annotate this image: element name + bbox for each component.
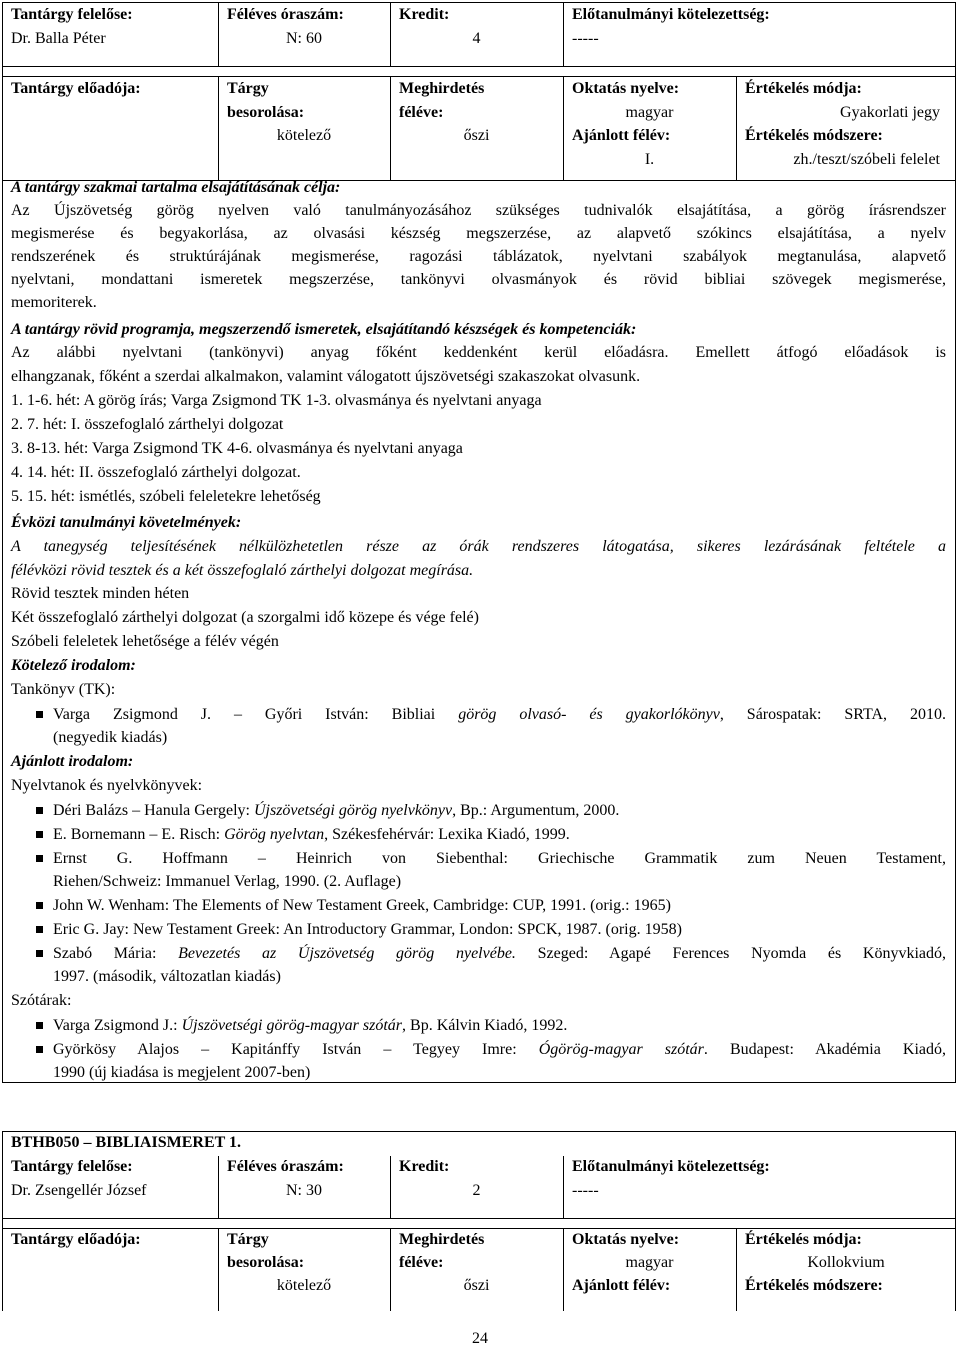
requirements-line: Rövid tesztek minden héten	[11, 585, 190, 602]
credit-label: Kredit:	[399, 1158, 450, 1175]
aim-line: Az Újszövetség görög nyelven való tanulmányozásához szükséges tudnivalók elsajátítása, a görög írásrendszer	[11, 202, 946, 219]
author: Györkösy Alajos – Kapitánffy István – Tegyey Imre:	[53, 1041, 539, 1058]
class-label-1: Tárgy	[227, 1231, 269, 1248]
program-line: 1. 1-6. hét: A görög írás; Varga Zsigmond TK 1-3. olvasmánya és nyelvtani anyaga	[11, 392, 542, 409]
literature-text: 1997. (második, változatlan kiadás)	[53, 968, 281, 985]
hours-value: N: 60	[286, 30, 322, 47]
literature-text: Riehen/Schweiz: Immanuel Verlag, 1990. (2. Auflage)	[53, 873, 402, 890]
class-label-1: Tárgy	[227, 80, 269, 97]
evalmethod-label: Értékelés módszere:	[745, 127, 883, 144]
publisher: , Bp.: Argumentum, 2000.	[452, 802, 620, 819]
eval-label: Értékelés módja:	[745, 1231, 862, 1248]
program-line: 5. 15. hét: ismétlés, szóbeli feleletekre lehetőség	[11, 488, 321, 505]
recsem-label: Ajánlott félév:	[572, 1277, 671, 1294]
book-title: Bevezetés az Újszövetség görög nyelvébe.	[178, 945, 516, 962]
requirements-line: Két összefoglaló zárthelyi dolgozat (a szorgalmi idő közepe és vége felé)	[11, 609, 479, 626]
literature-text	[53, 918, 946, 941]
responsible-value: Dr. Balla Péter	[11, 30, 106, 47]
literature-text	[53, 847, 946, 870]
requirements-line: félévközi rövid tesztek és a két összefoglaló zárthelyi dolgozat megírása.	[11, 562, 474, 579]
program-line: elhangzanak, főként a szerdai alkalmakon, valamint válogatott újszövetségi szakaszokat olvasunk.	[11, 368, 641, 385]
bullet-icon	[36, 926, 43, 933]
divider	[2, 76, 956, 77]
bullet-icon	[36, 1022, 43, 1029]
aim-line: rendszerének és struktúrájának megismerése, ragozási táblázatok, nyelvtani szabályok megtanulása, alapvető	[11, 248, 946, 265]
hours-value: N: 30	[286, 1182, 322, 1199]
requirements-line: A tanegység teljesítésének nélkülözhetetlen része az órák rendszeres látogatása, sikeres lezárásának feltétele a	[11, 538, 946, 555]
program-line: Az alábbi nyelvtani (tankönyvi) anyag főként keddenként kerül előadásra. Emellett átfogó előadások is	[11, 344, 946, 361]
semester-label-1: Meghirdetés	[399, 1231, 485, 1248]
bullet-icon	[36, 1046, 43, 1053]
program-line: 2. 7. hét: I. összefoglaló zárthelyi dolgozat	[11, 416, 284, 433]
semester-label-2: féléve:	[399, 1254, 444, 1271]
literature-text	[53, 942, 946, 965]
literature-text	[53, 894, 946, 917]
book-title: Újszövetségi görög-magyar szótár	[181, 1017, 403, 1034]
literature-text: (negyedik kiadás)	[53, 729, 168, 746]
aim-line: nyelvtani, mondattani ismeretek megszerzése, tankönyvi olvasmányok és rövid bibliai szövegek megismerése,	[11, 271, 946, 288]
credit-value: 2	[472, 1182, 481, 1199]
divider	[736, 76, 737, 180]
class-value: kötelező	[276, 1277, 332, 1294]
class-value: kötelező	[276, 127, 332, 144]
grammar-label: Nyelvtanok és nyelvkönyvek:	[11, 777, 203, 794]
lang-label: Oktatás nyelve:	[572, 80, 680, 97]
publisher: Szeged: Agapé Ferences Nyomda és Könyvkiadó,	[515, 945, 947, 962]
publisher: . Budapest: Akadémia Kiadó,	[703, 1041, 946, 1058]
evalmethod-value: zh./teszt/szóbeli felelet	[793, 151, 940, 168]
responsible-label: Tantárgy felelőse:	[11, 6, 133, 23]
textbook-label: Tankönyv (TK):	[11, 681, 116, 698]
bullet-icon	[36, 807, 43, 814]
publisher: , Sárospatak: SRTA, 2010.	[719, 706, 946, 723]
hours-label: Féléves óraszám:	[227, 6, 344, 23]
aim-line: memoriterek.	[11, 294, 97, 311]
prereq-value: -----	[572, 30, 599, 47]
hours-label: Féléves óraszám:	[227, 1158, 344, 1175]
author: E. Bornemann – E. Risch:	[53, 826, 225, 843]
author: Eric G. Jay: New Testament Greek: An Introductory Grammar, London: SPCK, 1987. (orig. 1958)	[53, 921, 682, 938]
bullet-icon	[36, 950, 43, 957]
dictionaries-label: Szótárak:	[11, 992, 72, 1009]
divider	[2, 1228, 956, 1229]
prereq-label: Előtanulmányi kötelezettség:	[572, 6, 770, 23]
divider	[563, 1156, 564, 1218]
divider	[2, 1218, 956, 1219]
recsem-label: Ajánlott félév:	[572, 127, 671, 144]
class-label-2: besorolása:	[227, 104, 305, 121]
responsible-label: Tantárgy felelőse:	[11, 1158, 133, 1175]
eval-value: Gyakorlati jegy	[840, 104, 940, 121]
program-line: 3. 8-13. hét: Varga Zsigmond TK 4-6. olvasmánya és nyelvtani anyaga	[11, 440, 463, 457]
author: Déri Balázs – Hanula Gergely:	[53, 802, 254, 819]
prereq-value: -----	[572, 1182, 599, 1199]
lecturer-label: Tantárgy előadója:	[11, 80, 141, 97]
class-label-2: besorolása:	[227, 1254, 305, 1271]
recsem-value: I.	[644, 151, 655, 168]
divider	[390, 1228, 391, 1311]
literature-text	[53, 1014, 946, 1037]
semester-value: őszi	[463, 1277, 490, 1294]
literature-text: 1990 (új kiadása is megjelent 2007-ben)	[53, 1064, 311, 1081]
credit-value: 4	[472, 30, 481, 47]
page-number: 24	[472, 1330, 488, 1347]
credit-label: Kredit:	[399, 6, 450, 23]
responsible-value: Dr. Zsengellér József	[11, 1182, 147, 1199]
publisher: , Bp. Kálvin Kiadó, 1992.	[402, 1017, 568, 1034]
bullet-icon	[36, 831, 43, 838]
author: Szabó Mária:	[53, 945, 179, 962]
semester-label-1: Meghirdetés	[399, 80, 485, 97]
eval-value: Kollokvium	[807, 1254, 885, 1271]
divider	[563, 2, 564, 66]
bullet-icon	[36, 855, 43, 862]
mandatory-heading: Kötelező irodalom:	[11, 657, 136, 674]
course-title: BTHB050 – BIBLIAISMERET 1.	[11, 1134, 241, 1151]
book-title: görög olvasó- és gyakorlókönyv	[458, 706, 720, 723]
author: Varga Zsigmond J. – Győri István: Bibliai	[53, 706, 459, 723]
bullet-icon	[36, 711, 43, 718]
book-title: Görög nyelvtan	[224, 826, 325, 843]
recommended-heading: Ajánlott irodalom:	[11, 753, 134, 770]
author: Ernst G. Hoffmann – Heinrich von Siebenthal: Griechische Grammatik zum Neuen Testament,	[53, 850, 946, 867]
lang-label: Oktatás nyelve:	[572, 1231, 680, 1248]
requirements-line: Szóbeli feleletek lehetősége a félév végén	[11, 633, 279, 650]
semester-value: őszi	[463, 127, 490, 144]
eval-label: Értékelés módja:	[745, 80, 862, 97]
literature-text	[53, 799, 946, 822]
bullet-icon	[36, 902, 43, 909]
lang-value: magyar	[625, 104, 674, 121]
semester-label-2: féléve:	[399, 104, 444, 121]
book-title: Újszövetségi görög nyelvkönyv	[253, 802, 453, 819]
aim-heading: A tantárgy szakmai tartalma elsajátításának célja:	[11, 179, 341, 196]
prereq-label: Előtanulmányi kötelezettség:	[572, 1158, 770, 1175]
aim-line: megismerése és begyakorlása, az olvasási készség megszerzése, az alapvető szókincs elsajátítása, a nyelv	[11, 225, 946, 242]
literature-text	[53, 1038, 946, 1061]
lang-value: magyar	[625, 1254, 674, 1271]
program-heading: A tantárgy rövid programja, megszerzendő ismeretek, elsajátítandó készségek és kompetenciák:	[11, 321, 637, 338]
literature-text	[53, 703, 946, 726]
literature-text	[53, 823, 946, 846]
divider	[2, 66, 956, 67]
book-title: Ógörög-magyar szótár	[538, 1041, 704, 1058]
author: John W. Wenham: The Elements of New Testament Greek, Cambridge: CUP, 1991. (orig.: 1965)	[53, 897, 671, 914]
author: Varga Zsigmond J.:	[53, 1017, 182, 1034]
evalmethod-label: Értékelés módszere:	[745, 1277, 883, 1294]
program-line: 4. 14. hét: II. összefoglaló zárthelyi dolgozat.	[11, 464, 301, 481]
publisher: , Székesfehérvár: Lexika Kiadó, 1999.	[324, 826, 570, 843]
requirements-heading: Évközi tanulmányi követelmények:	[11, 514, 242, 531]
divider	[218, 1228, 219, 1311]
lecturer-label: Tantárgy előadója:	[11, 1231, 141, 1248]
